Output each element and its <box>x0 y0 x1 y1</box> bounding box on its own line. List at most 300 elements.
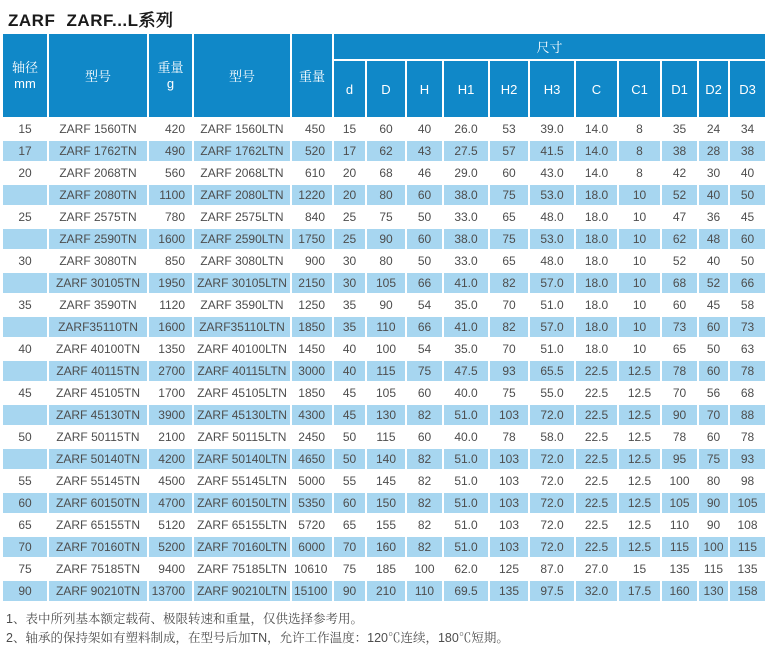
cell-dim-D1: 35 <box>661 118 698 140</box>
cell-dim-D2: 28 <box>698 140 729 162</box>
cell-dim-D2: 30 <box>698 162 729 184</box>
cell-dim-C1: 12.5 <box>618 404 661 426</box>
header-weight-ltn: 重量 <box>291 33 333 118</box>
table-row <box>2 360 766 382</box>
cell-shaft-diameter: 35 <box>2 294 48 316</box>
cell-model-tn: ZARF 70160TN <box>48 536 148 558</box>
cell-shaft-diameter <box>2 184 48 206</box>
cell-shaft-diameter: 60 <box>2 492 48 514</box>
cell-dim-H3: 55.0 <box>529 382 575 404</box>
cell-dim-H: 75 <box>406 360 443 382</box>
cell-dim-D3: 93 <box>729 448 766 470</box>
cell-dim-C: 22.5 <box>575 514 618 536</box>
cell-dim-D1: 115 <box>661 536 698 558</box>
cell-model-ltn: ZARF 2575LTN <box>193 206 291 228</box>
cell-weight-tn: 5200 <box>148 536 193 558</box>
table-row <box>2 206 766 228</box>
cell-dim-D2: 24 <box>698 118 729 140</box>
cell-model-tn: ZARF 2575TN <box>48 206 148 228</box>
cell-dim-C: 18.0 <box>575 184 618 206</box>
cell-dim-D3: 88 <box>729 404 766 426</box>
cell-dim-D: 115 <box>366 360 406 382</box>
cell-shaft-diameter: 55 <box>2 470 48 492</box>
cell-weight-ltn: 1750 <box>291 228 333 250</box>
cell-dim-D: 60 <box>366 118 406 140</box>
cell-dim-H3: 53.0 <box>529 228 575 250</box>
header-dim-D: D <box>366 60 406 118</box>
cell-weight-tn: 9400 <box>148 558 193 580</box>
cell-dim-D1: 73 <box>661 316 698 338</box>
cell-dim-D3: 58 <box>729 294 766 316</box>
cell-dim-C1: 12.5 <box>618 382 661 404</box>
cell-model-tn: ZARF 50115TN <box>48 426 148 448</box>
cell-dim-C: 27.0 <box>575 558 618 580</box>
cell-dim-C: 32.0 <box>575 580 618 602</box>
cell-weight-tn: 1700 <box>148 382 193 404</box>
table-row <box>2 338 766 360</box>
cell-dim-C1: 10 <box>618 206 661 228</box>
cell-dim-D1: 100 <box>661 470 698 492</box>
cell-dim-H3: 41.5 <box>529 140 575 162</box>
cell-dim-H1: 38.0 <box>443 228 489 250</box>
cell-model-ltn: ZARF 75185LTN <box>193 558 291 580</box>
cell-shaft-diameter: 50 <box>2 426 48 448</box>
cell-dim-D1: 160 <box>661 580 698 602</box>
bearing-spec-table <box>1 32 766 603</box>
cell-shaft-diameter: 40 <box>2 338 48 360</box>
cell-dim-C1: 12.5 <box>618 492 661 514</box>
cell-dim-D: 115 <box>366 426 406 448</box>
cell-weight-tn: 420 <box>148 118 193 140</box>
cell-dim-H: 82 <box>406 448 443 470</box>
cell-dim-D: 150 <box>366 492 406 514</box>
header-row-group <box>2 33 766 60</box>
cell-dim-D2: 60 <box>698 360 729 382</box>
cell-dim-D2: 60 <box>698 316 729 338</box>
cell-dim-D1: 110 <box>661 514 698 536</box>
table-row <box>2 162 766 184</box>
cell-dim-H: 60 <box>406 382 443 404</box>
cell-dim-D2: 115 <box>698 558 729 580</box>
cell-dim-D2: 36 <box>698 206 729 228</box>
cell-shaft-diameter: 70 <box>2 536 48 558</box>
cell-dim-H2: 75 <box>489 228 529 250</box>
cell-dim-H3: 72.0 <box>529 514 575 536</box>
cell-dim-H1: 51.0 <box>443 404 489 426</box>
cell-weight-ltn: 2150 <box>291 272 333 294</box>
cell-shaft-diameter: 30 <box>2 250 48 272</box>
cell-dim-H2: 93 <box>489 360 529 382</box>
cell-dim-D2: 90 <box>698 514 729 536</box>
table-row <box>2 294 766 316</box>
cell-dim-D: 185 <box>366 558 406 580</box>
cell-model-ltn: ZARF35110LTN <box>193 316 291 338</box>
cell-shaft-diameter: 20 <box>2 162 48 184</box>
cell-dim-D: 105 <box>366 382 406 404</box>
cell-model-ltn: ZARF 2590LTN <box>193 228 291 250</box>
cell-dim-D3: 108 <box>729 514 766 536</box>
cell-dim-H3: 51.0 <box>529 338 575 360</box>
cell-model-tn: ZARF 45130TN <box>48 404 148 426</box>
cell-dim-d: 35 <box>333 316 366 338</box>
cell-dim-C1: 10 <box>618 228 661 250</box>
cell-weight-ltn: 3000 <box>291 360 333 382</box>
cell-dim-H2: 75 <box>489 184 529 206</box>
cell-shaft-diameter <box>2 272 48 294</box>
table-row <box>2 404 766 426</box>
cell-dim-D2: 52 <box>698 272 729 294</box>
cell-dim-H2: 103 <box>489 536 529 558</box>
header-model-ltn: 型号 <box>193 33 291 118</box>
cell-weight-tn: 780 <box>148 206 193 228</box>
cell-shaft-diameter: 45 <box>2 382 48 404</box>
cell-dim-D1: 52 <box>661 250 698 272</box>
cell-dim-D2: 45 <box>698 294 729 316</box>
cell-dim-H: 50 <box>406 206 443 228</box>
cell-dim-H: 43 <box>406 140 443 162</box>
cell-dim-D: 90 <box>366 294 406 316</box>
cell-weight-ltn: 5350 <box>291 492 333 514</box>
cell-dim-D: 100 <box>366 338 406 360</box>
cell-weight-tn: 1350 <box>148 338 193 360</box>
cell-model-ltn: ZARF 65155LTN <box>193 514 291 536</box>
cell-dim-D2: 60 <box>698 426 729 448</box>
cell-dim-H3: 72.0 <box>529 536 575 558</box>
table-row <box>2 184 766 206</box>
cell-dim-D: 140 <box>366 448 406 470</box>
cell-dim-C1: 10 <box>618 184 661 206</box>
cell-model-tn: ZARF 3080TN <box>48 250 148 272</box>
cell-dim-d: 50 <box>333 426 366 448</box>
cell-shaft-diameter: 17 <box>2 140 48 162</box>
cell-dim-D1: 105 <box>661 492 698 514</box>
cell-dim-d: 45 <box>333 382 366 404</box>
cell-dim-D1: 60 <box>661 294 698 316</box>
cell-dim-H2: 82 <box>489 272 529 294</box>
cell-dim-C1: 17.5 <box>618 580 661 602</box>
cell-dim-H: 66 <box>406 316 443 338</box>
cell-dim-D3: 68 <box>729 382 766 404</box>
cell-dim-H: 60 <box>406 228 443 250</box>
header-shaft-diameter <box>2 33 48 118</box>
cell-dim-C: 14.0 <box>575 118 618 140</box>
cell-dim-C: 22.5 <box>575 404 618 426</box>
cell-dim-d: 55 <box>333 470 366 492</box>
header-weight-tn <box>148 33 193 118</box>
cell-dim-D1: 78 <box>661 426 698 448</box>
header-dimensions-group: 尺寸 <box>333 33 766 60</box>
cell-dim-D3: 78 <box>729 426 766 448</box>
cell-dim-H1: 41.0 <box>443 272 489 294</box>
cell-dim-D3: 45 <box>729 206 766 228</box>
cell-weight-tn: 5120 <box>148 514 193 536</box>
cell-dim-H1: 40.0 <box>443 382 489 404</box>
cell-dim-D3: 66 <box>729 272 766 294</box>
cell-weight-ltn: 10610 <box>291 558 333 580</box>
cell-weight-tn: 1100 <box>148 184 193 206</box>
cell-dim-d: 40 <box>333 360 366 382</box>
cell-dim-C1: 12.5 <box>618 426 661 448</box>
cell-model-ltn: ZARF 30105LTN <box>193 272 291 294</box>
table-body <box>2 118 766 602</box>
cell-dim-H2: 65 <box>489 250 529 272</box>
cell-shaft-diameter <box>2 448 48 470</box>
header-shaft-line1: 轴径 <box>11 59 38 75</box>
cell-model-tn: ZARF 30105TN <box>48 272 148 294</box>
cell-dim-D2: 56 <box>698 382 729 404</box>
cell-dim-H2: 103 <box>489 448 529 470</box>
cell-dim-d: 25 <box>333 228 366 250</box>
cell-dim-C: 14.0 <box>575 140 618 162</box>
cell-dim-D1: 62 <box>661 228 698 250</box>
cell-dim-D2: 40 <box>698 184 729 206</box>
cell-model-tn: ZARF35110TN <box>48 316 148 338</box>
cell-dim-H1: 35.0 <box>443 294 489 316</box>
cell-dim-D3: 34 <box>729 118 766 140</box>
cell-dim-H1: 33.0 <box>443 250 489 272</box>
cell-dim-D: 130 <box>366 404 406 426</box>
cell-dim-C1: 12.5 <box>618 470 661 492</box>
cell-dim-H1: 27.5 <box>443 140 489 162</box>
cell-dim-d: 45 <box>333 404 366 426</box>
cell-dim-d: 90 <box>333 580 366 602</box>
cell-dim-D2: 75 <box>698 448 729 470</box>
cell-dim-D: 62 <box>366 140 406 162</box>
cell-dim-D: 160 <box>366 536 406 558</box>
cell-weight-ltn: 2450 <box>291 426 333 448</box>
cell-dim-H: 82 <box>406 404 443 426</box>
cell-dim-D: 210 <box>366 580 406 602</box>
cell-model-ltn: ZARF 2068LTN <box>193 162 291 184</box>
cell-dim-C1: 12.5 <box>618 448 661 470</box>
cell-dim-D1: 42 <box>661 162 698 184</box>
cell-model-tn: ZARF 65155TN <box>48 514 148 536</box>
cell-dim-H3: 58.0 <box>529 426 575 448</box>
cell-dim-D1: 47 <box>661 206 698 228</box>
cell-dim-H3: 97.5 <box>529 580 575 602</box>
cell-dim-H3: 39.0 <box>529 118 575 140</box>
cell-weight-tn: 2100 <box>148 426 193 448</box>
cell-shaft-diameter <box>2 404 48 426</box>
cell-shaft-diameter: 75 <box>2 558 48 580</box>
cell-dim-H3: 72.0 <box>529 470 575 492</box>
cell-weight-tn: 560 <box>148 162 193 184</box>
cell-dim-D3: 78 <box>729 360 766 382</box>
cell-dim-C1: 10 <box>618 250 661 272</box>
cell-dim-C1: 8 <box>618 118 661 140</box>
cell-model-ltn: ZARF 55145LTN <box>193 470 291 492</box>
header-weight-line1: 重量 <box>157 59 184 75</box>
cell-dim-H1: 40.0 <box>443 426 489 448</box>
cell-dim-C: 18.0 <box>575 316 618 338</box>
header-dim-D2: D2 <box>698 60 729 118</box>
table-row <box>2 558 766 580</box>
cell-dim-H2: 60 <box>489 162 529 184</box>
cell-dim-d: 40 <box>333 338 366 360</box>
cell-dim-C1: 8 <box>618 140 661 162</box>
cell-dim-C: 18.0 <box>575 250 618 272</box>
cell-dim-D3: 50 <box>729 184 766 206</box>
cell-dim-H1: 26.0 <box>443 118 489 140</box>
table-row <box>2 228 766 250</box>
cell-dim-H3: 48.0 <box>529 250 575 272</box>
cell-dim-C: 18.0 <box>575 206 618 228</box>
cell-dim-D3: 60 <box>729 228 766 250</box>
cell-dim-H2: 75 <box>489 382 529 404</box>
cell-weight-ltn: 15100 <box>291 580 333 602</box>
cell-model-tn: ZARF 2068TN <box>48 162 148 184</box>
cell-dim-H: 60 <box>406 426 443 448</box>
cell-weight-tn: 2700 <box>148 360 193 382</box>
cell-dim-d: 70 <box>333 536 366 558</box>
table-row <box>2 118 766 140</box>
cell-dim-H3: 43.0 <box>529 162 575 184</box>
cell-weight-ltn: 450 <box>291 118 333 140</box>
cell-dim-d: 25 <box>333 206 366 228</box>
cell-model-tn: ZARF 55145TN <box>48 470 148 492</box>
header-dim-H3: H3 <box>529 60 575 118</box>
cell-dim-d: 65 <box>333 514 366 536</box>
cell-weight-ltn: 520 <box>291 140 333 162</box>
footnote-2: 2、轴承的保持架如有塑料制成，在型号后加TN，允许工作温度：120℃连续，180℃短期。 <box>6 631 509 645</box>
cell-dim-H: 54 <box>406 294 443 316</box>
cell-dim-D: 90 <box>366 228 406 250</box>
cell-dim-H3: 72.0 <box>529 492 575 514</box>
cell-dim-H2: 53 <box>489 118 529 140</box>
cell-dim-D: 155 <box>366 514 406 536</box>
cell-weight-tn: 13700 <box>148 580 193 602</box>
table-row <box>2 316 766 338</box>
cell-weight-ltn: 4300 <box>291 404 333 426</box>
cell-dim-D2: 48 <box>698 228 729 250</box>
cell-dim-H1: 47.5 <box>443 360 489 382</box>
cell-dim-C: 18.0 <box>575 338 618 360</box>
cell-model-tn: ZARF 40115TN <box>48 360 148 382</box>
cell-dim-D: 68 <box>366 162 406 184</box>
cell-dim-C1: 8 <box>618 162 661 184</box>
cell-dim-H: 82 <box>406 536 443 558</box>
cell-dim-H1: 33.0 <box>443 206 489 228</box>
cell-weight-ltn: 840 <box>291 206 333 228</box>
cell-dim-d: 35 <box>333 294 366 316</box>
cell-dim-d: 50 <box>333 448 366 470</box>
cell-dim-H: 46 <box>406 162 443 184</box>
cell-model-tn: ZARF 2590TN <box>48 228 148 250</box>
cell-weight-ltn: 900 <box>291 250 333 272</box>
header-model-tn: 型号 <box>48 33 148 118</box>
cell-weight-tn: 1600 <box>148 228 193 250</box>
cell-model-ltn: ZARF 50115LTN <box>193 426 291 448</box>
footnote-1: 1、表中所列基本额定载荷、极限转速和重量，仅供选择参考用。 <box>6 612 363 626</box>
cell-dim-D3: 135 <box>729 558 766 580</box>
cell-dim-C1: 15 <box>618 558 661 580</box>
cell-weight-ltn: 4650 <box>291 448 333 470</box>
cell-dim-C1: 10 <box>618 272 661 294</box>
cell-model-ltn: ZARF 1560LTN <box>193 118 291 140</box>
cell-model-ltn: ZARF 90210LTN <box>193 580 291 602</box>
cell-dim-H1: 41.0 <box>443 316 489 338</box>
cell-model-tn: ZARF 2080TN <box>48 184 148 206</box>
table-row <box>2 448 766 470</box>
cell-dim-C: 22.5 <box>575 360 618 382</box>
header-weight-line2: g <box>166 75 175 91</box>
cell-model-ltn: ZARF 3080LTN <box>193 250 291 272</box>
cell-model-ltn: ZARF 40100LTN <box>193 338 291 360</box>
cell-dim-H2: 78 <box>489 426 529 448</box>
cell-model-ltn: ZARF 40115LTN <box>193 360 291 382</box>
cell-dim-D: 75 <box>366 206 406 228</box>
cell-dim-C: 18.0 <box>575 294 618 316</box>
cell-dim-d: 17 <box>333 140 366 162</box>
cell-dim-C: 22.5 <box>575 470 618 492</box>
cell-weight-tn: 1600 <box>148 316 193 338</box>
cell-dim-H2: 125 <box>489 558 529 580</box>
cell-dim-C1: 12.5 <box>618 536 661 558</box>
cell-dim-D2: 130 <box>698 580 729 602</box>
cell-weight-ltn: 5000 <box>291 470 333 492</box>
cell-dim-C: 22.5 <box>575 382 618 404</box>
cell-dim-H2: 70 <box>489 294 529 316</box>
cell-weight-tn: 4700 <box>148 492 193 514</box>
cell-weight-ltn: 5720 <box>291 514 333 536</box>
cell-dim-H3: 48.0 <box>529 206 575 228</box>
cell-dim-D3: 40 <box>729 162 766 184</box>
cell-dim-H1: 62.0 <box>443 558 489 580</box>
cell-dim-d: 20 <box>333 184 366 206</box>
cell-dim-H: 82 <box>406 470 443 492</box>
cell-dim-D1: 135 <box>661 558 698 580</box>
cell-dim-H2: 103 <box>489 470 529 492</box>
cell-dim-C: 22.5 <box>575 426 618 448</box>
header-shaft-line2: mm <box>14 75 36 91</box>
cell-shaft-diameter <box>2 316 48 338</box>
cell-weight-tn: 4200 <box>148 448 193 470</box>
cell-model-tn: ZARF 3590TN <box>48 294 148 316</box>
cell-weight-ltn: 1850 <box>291 382 333 404</box>
cell-dim-H3: 65.5 <box>529 360 575 382</box>
cell-dim-d: 75 <box>333 558 366 580</box>
header-dim-H1: H1 <box>443 60 489 118</box>
cell-dim-H1: 51.0 <box>443 514 489 536</box>
cell-dim-H2: 103 <box>489 492 529 514</box>
cell-dim-D1: 90 <box>661 404 698 426</box>
cell-dim-H1: 69.5 <box>443 580 489 602</box>
cell-shaft-diameter <box>2 360 48 382</box>
header-dim-d: d <box>333 60 366 118</box>
header-dim-D1: D1 <box>661 60 698 118</box>
cell-model-ltn: ZARF 45130LTN <box>193 404 291 426</box>
cell-dim-H: 50 <box>406 250 443 272</box>
cell-weight-tn: 4500 <box>148 470 193 492</box>
cell-dim-H2: 135 <box>489 580 529 602</box>
cell-dim-D1: 38 <box>661 140 698 162</box>
cell-dim-D: 110 <box>366 316 406 338</box>
header-dim-D3: D3 <box>729 60 766 118</box>
cell-dim-H1: 38.0 <box>443 184 489 206</box>
cell-shaft-diameter: 65 <box>2 514 48 536</box>
table-header <box>2 33 766 118</box>
cell-dim-D1: 78 <box>661 360 698 382</box>
cell-dim-D3: 105 <box>729 492 766 514</box>
cell-model-tn: ZARF 60150TN <box>48 492 148 514</box>
cell-dim-H: 54 <box>406 338 443 360</box>
table-row <box>2 382 766 404</box>
table-row <box>2 470 766 492</box>
cell-weight-ltn: 610 <box>291 162 333 184</box>
cell-dim-D3: 63 <box>729 338 766 360</box>
cell-model-tn: ZARF 1762TN <box>48 140 148 162</box>
cell-dim-D3: 98 <box>729 470 766 492</box>
